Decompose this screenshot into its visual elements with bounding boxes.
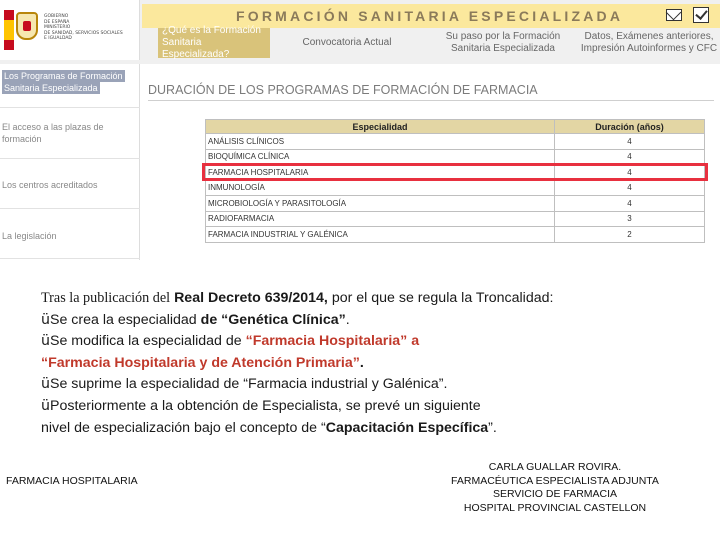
table-row — [206, 211, 705, 227]
bullet-emphasis: “Farmacia Hospitalaria y de Atención Primaria” — [41, 354, 360, 371]
intro-text: Tras la publicación del — [41, 290, 171, 306]
table-row — [206, 134, 705, 150]
bullet-text: Posteriormente a la obtención de Especialista, se prevé un siguiente — [50, 397, 481, 414]
bullet-item — [41, 310, 701, 332]
nav-su-paso[interactable] — [438, 28, 568, 58]
footer-author — [420, 461, 690, 515]
bullet-text: . — [359, 354, 364, 371]
government-logo[interactable] — [0, 0, 140, 60]
author-line: SERVICIO DE FARMACIA — [492, 488, 618, 501]
page-title: DURACIÓN DE LOS PROGRAMAS DE FORMACIÓN DE FARMACIA — [148, 83, 538, 97]
checkmark-icon: ü — [41, 333, 50, 350]
sidebar-divider — [0, 107, 140, 108]
checkmark-icon: ü — [41, 311, 50, 328]
bullet-emphasis: de “Genética Clínica” — [200, 311, 346, 328]
nav-que-es-fse[interactable] — [158, 25, 270, 60]
specialty-cell: ANÁLISIS CLÍNICOS — [206, 134, 555, 150]
bullet-item — [41, 331, 701, 374]
bullet-item — [41, 396, 701, 439]
mail-icon[interactable] — [666, 9, 682, 21]
bullet-emphasis: Capacitación Específica — [325, 419, 489, 436]
bullet-text: ”. — [488, 419, 497, 436]
bullet-text: nivel de especialización bajo el concepto de “ — [41, 419, 326, 436]
footer-department: FARMACIA HOSPITALARIA — [6, 475, 138, 487]
ministry-line: E IGUALDAD — [44, 36, 72, 41]
duration-cell: 3 — [555, 211, 705, 227]
table-header-row — [206, 120, 705, 134]
specialty-cell: FARMACIA HOSPITALARIA — [206, 165, 555, 181]
intro-text: por el que se regula la Troncalidad: — [331, 290, 554, 306]
checkmark-icon: ü — [41, 397, 50, 414]
bullet-emphasis: “Farmacia Hospitalaria” a — [245, 333, 420, 350]
sidebar-divider — [0, 258, 140, 259]
specialty-cell: RADIOFARMACIA — [206, 211, 555, 227]
ministry-name — [44, 14, 138, 42]
sidebar-item-programas[interactable] — [0, 70, 140, 94]
sidebar-item-label: El acceso a las plazas de — [2, 122, 104, 132]
ministry-line: GOBIERNO — [44, 14, 69, 19]
sidebar-item-label: Los Programas de Formación — [4, 71, 123, 81]
nav-label: Datos, Exámenes anteriores, — [584, 31, 714, 42]
intro-line — [41, 288, 701, 310]
decree-reference: Real Decreto 639/2014, — [174, 290, 328, 306]
nav-label: Sanitaria Especializada — [451, 43, 555, 54]
check-icon[interactable] — [693, 7, 709, 23]
column-header-duracion: Duración (años) — [555, 120, 705, 134]
site-title: FORMACIÓN SANITARIA ESPECIALIZADA — [236, 8, 624, 24]
nav-label: Convocatoria Actual — [302, 37, 392, 48]
duration-cell: 4 — [555, 134, 705, 150]
bullet-text: . — [345, 311, 350, 328]
sidebar-item-centros[interactable] — [0, 179, 140, 191]
duration-cell: 4 — [555, 180, 705, 196]
ministry-line: DE ESPAÑA — [44, 19, 70, 25]
table-row — [206, 180, 705, 196]
sidebar-divider — [0, 208, 140, 209]
specialty-cell: BIOQUÍMICA CLÍNICA — [206, 149, 555, 165]
table-row — [206, 196, 705, 212]
site-header — [0, 0, 720, 64]
duration-cell: 2 — [555, 227, 705, 243]
main-nav — [142, 25, 720, 60]
ministry-line: MINISTERIO — [44, 25, 71, 30]
duration-cell: 4 — [555, 149, 705, 165]
specialty-cell: FARMACIA INDUSTRIAL Y GALÉNICA — [206, 227, 555, 243]
author-line: HOSPITAL PROVINCIAL CASTELLON — [463, 501, 647, 514]
sidebar-divider — [0, 158, 140, 159]
table-row — [206, 227, 705, 243]
sidebar — [0, 64, 140, 260]
duration-cell: 4 — [555, 165, 705, 181]
coat-of-arms-icon — [16, 12, 38, 40]
slide-body-text — [41, 288, 701, 439]
sidebar-item-label: formación — [2, 134, 42, 144]
title-divider — [148, 100, 714, 101]
bullet-text: Se modifica la especialidad de — [50, 333, 242, 350]
sidebar-item-label: Sanitaria Especializada — [4, 83, 98, 93]
specialty-cell: INMUNOLOGÍA — [206, 180, 555, 196]
nav-convocatoria[interactable] — [292, 28, 402, 58]
ministry-line: DE SANIDAD, SERVICIOS SOCIALES — [44, 30, 123, 36]
bullet-item — [41, 374, 701, 396]
nav-label: Su paso por la Formación — [445, 31, 561, 42]
checkmark-icon: ü — [41, 376, 50, 393]
author-line: CARLA GUALLAR ROVIRA. — [488, 461, 622, 473]
duration-cell: 4 — [555, 196, 705, 212]
bullet-text: Se suprime la especialidad de “Farmacia industrial y Galénica”. — [50, 376, 448, 393]
specialty-cell: MICROBIOLOGÍA Y PARASITOLOGÍA — [206, 196, 555, 212]
column-header-especialidad: Especialidad — [206, 120, 555, 134]
nav-label: Impresión Autoinformes y CFC — [580, 43, 718, 54]
nav-label: ¿Qué es la Formación — [162, 25, 261, 36]
highlight-box — [202, 163, 708, 181]
nav-datos-examenes[interactable] — [578, 28, 720, 58]
author-line: FARMACÉUTICA ESPECIALISTA ADJUNTA — [451, 474, 659, 487]
sidebar-item-label: Los centros acreditados — [2, 180, 98, 190]
spain-flag-icon — [4, 10, 14, 50]
nav-label: Sanitaria Especializada? — [162, 37, 230, 60]
sidebar-item-label: La legislación — [2, 231, 57, 241]
sidebar-item-legislacion[interactable] — [0, 230, 140, 242]
sidebar-item-acceso[interactable] — [0, 121, 140, 145]
bullet-text: Se crea la especialidad — [50, 311, 197, 328]
